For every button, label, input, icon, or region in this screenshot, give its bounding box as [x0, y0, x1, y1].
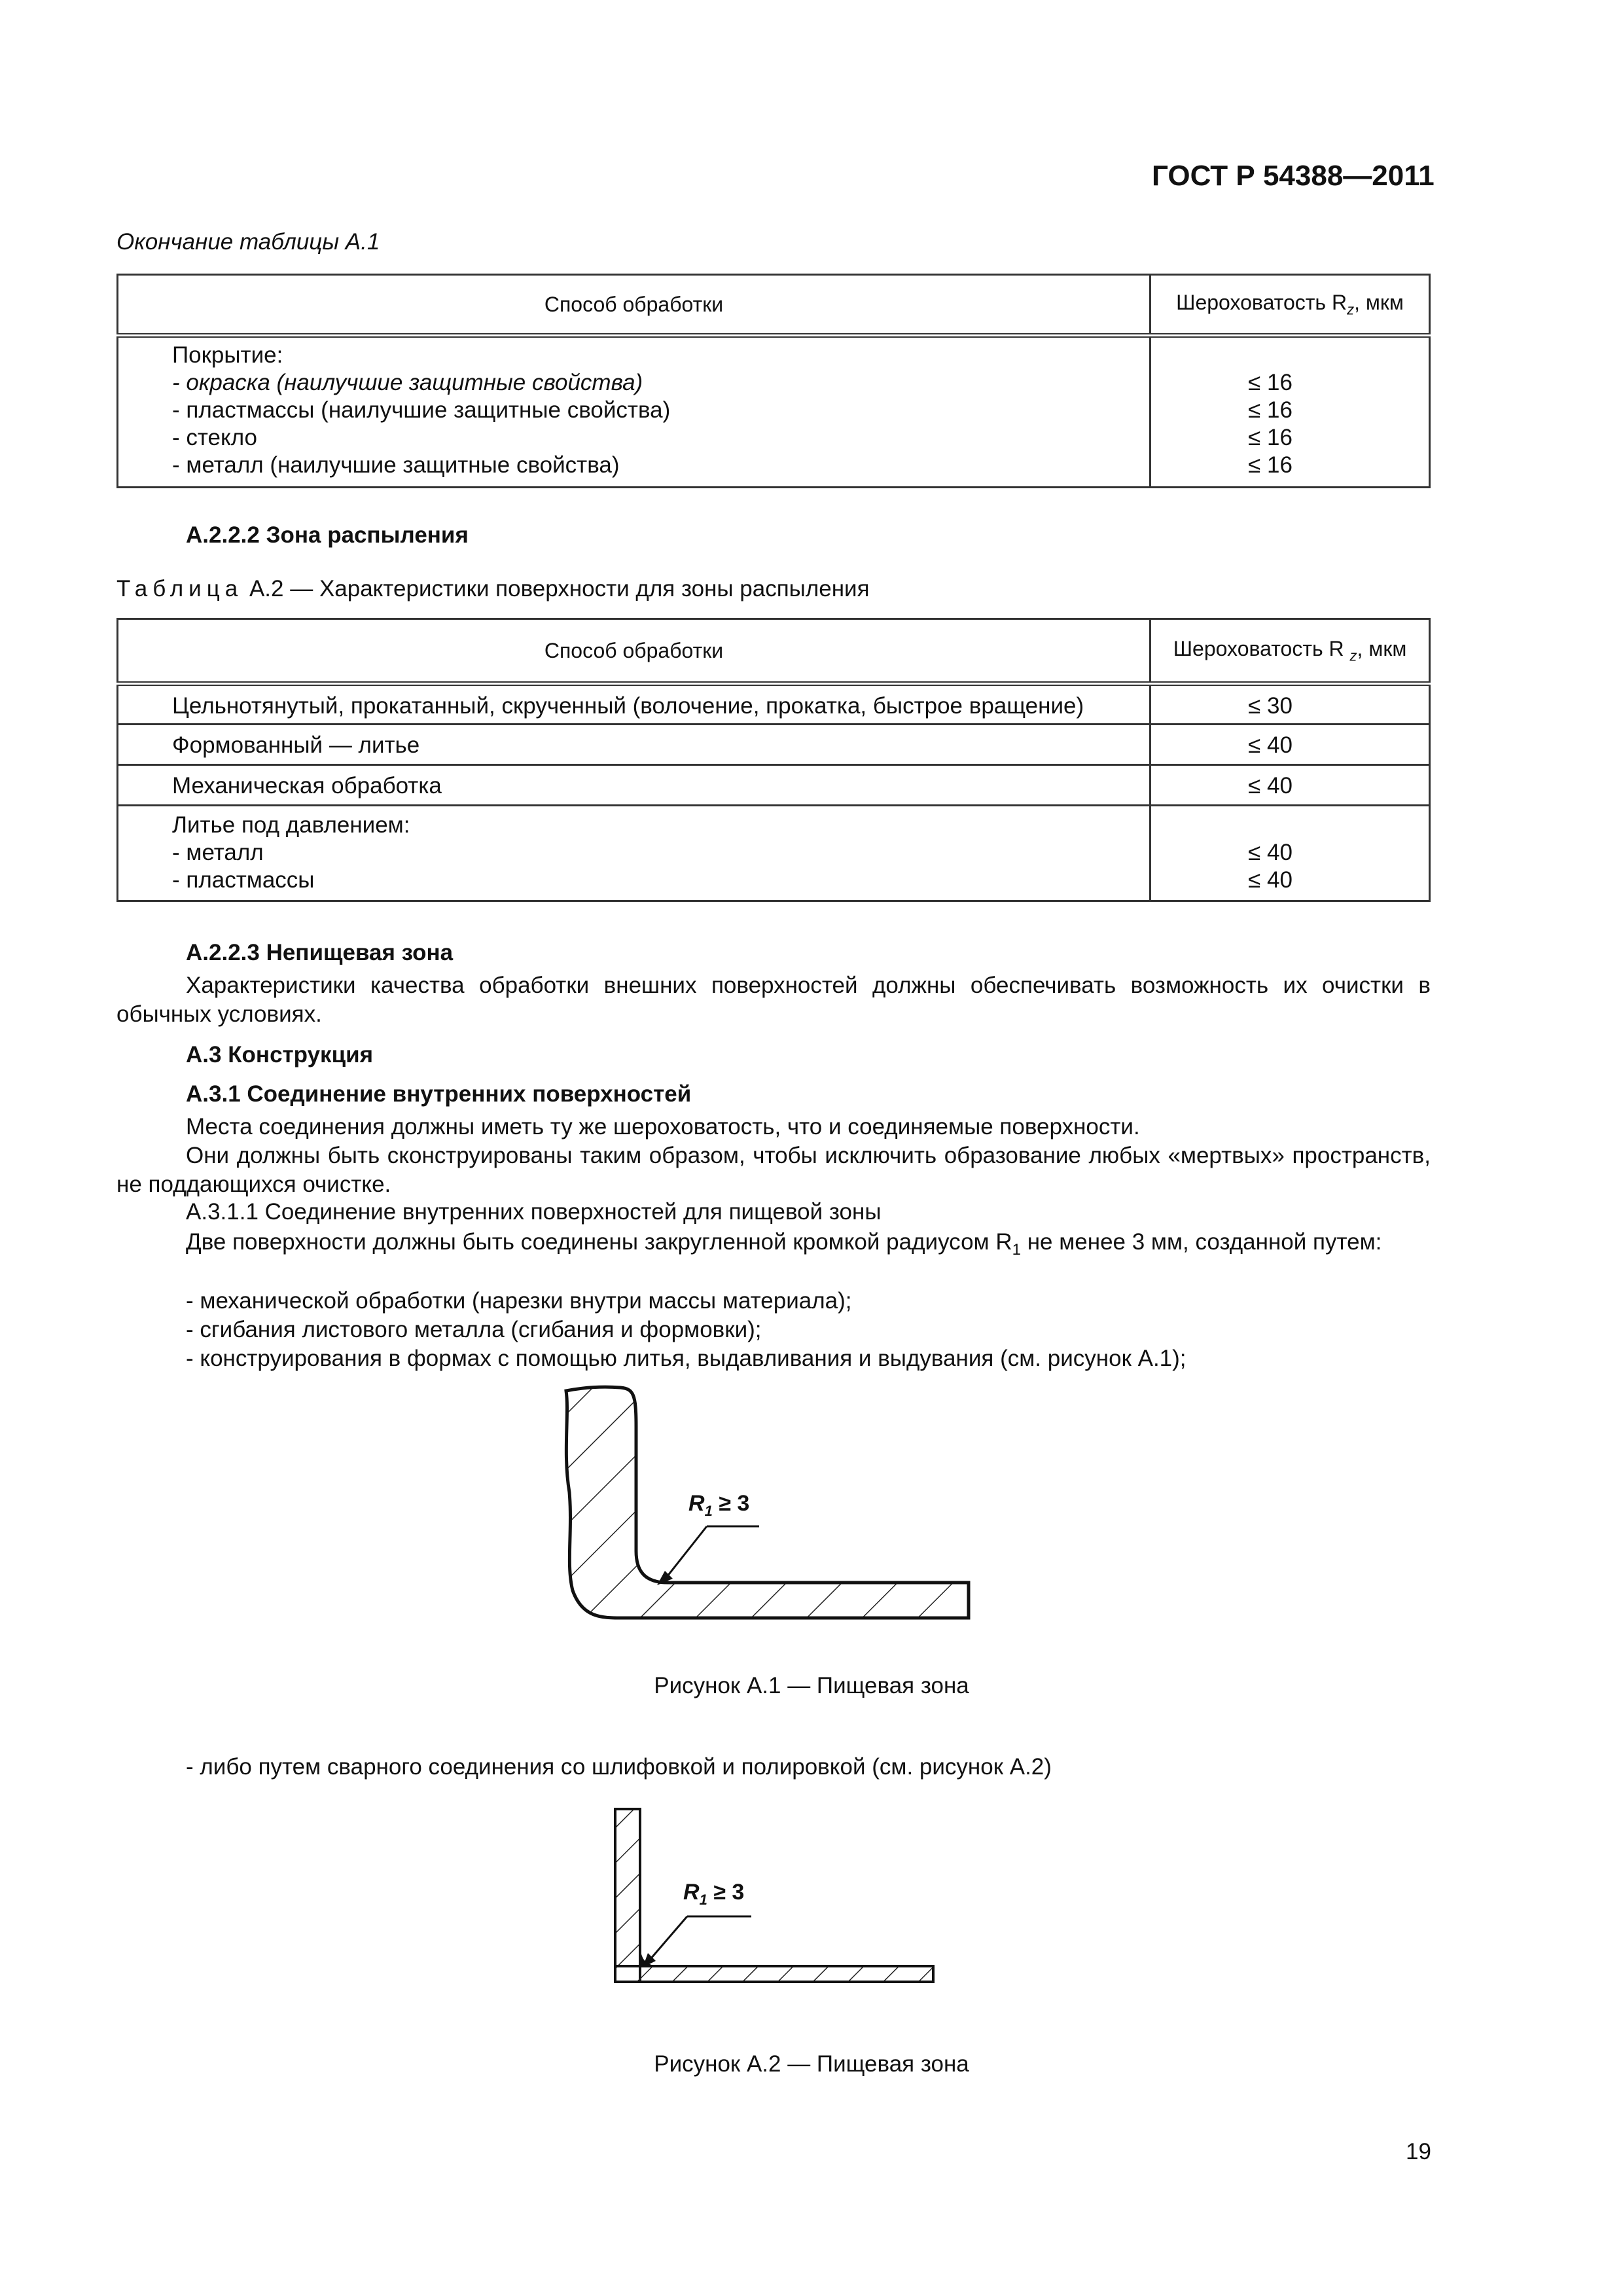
table2-line: Литье под давлением:: [172, 812, 410, 838]
table2-row-method: Механическая обработка: [118, 765, 1150, 806]
table1-methods-cell: [118, 336, 1150, 488]
table2-line: - металл: [172, 840, 264, 865]
table1-value: ≤ 16: [1248, 397, 1293, 423]
figure-a2-label: $R_1 \ge 3$: [683, 1880, 745, 1908]
table2-header-method: Способ обработки: [118, 619, 1150, 684]
table1-line: - стекло: [172, 425, 257, 450]
figure-a2-drawing: [609, 1799, 936, 1995]
section-a31-p2: Они должны быть сконструированы таким образом, чтобы исключить образование любых «мертвых» пространств, не поддающихся очистке.: [116, 1143, 1431, 1197]
table2-row-method: [118, 806, 1150, 901]
section-a222-title: А.2.2.2 Зона распыления: [186, 522, 469, 548]
table2-line: - пластмассы: [172, 867, 315, 893]
list-item: - механической обработки (нарезки внутри массы материала);: [186, 1288, 852, 1314]
weld-bullet: - либо путем сварного соединения со шлифовкой и полировкой (см. рисунок А.2): [186, 1754, 1052, 1780]
table2-header-roughness: Шероховатость R $_z$, мкм: [1150, 619, 1430, 684]
table2-row-value: ≤ 40: [1150, 765, 1430, 806]
table-continuation-label: Окончание таблицы А.1: [116, 229, 380, 255]
table1-line: Покрытие:: [172, 342, 283, 368]
table2-value: ≤ 40: [1248, 840, 1293, 865]
section-a31-title: А.3.1 Соединение внутренних поверхностей: [186, 1081, 692, 1107]
figure-a1-drawing: [550, 1374, 1008, 1636]
section-a223-title: А.2.2.3 Непищевая зона: [186, 940, 454, 965]
table1-value: ≤ 16: [1248, 370, 1293, 395]
document-number: ГОСТ Р 54388—2011: [1152, 160, 1435, 192]
section-a31-p1: Места соединения должны иметь ту же шероховатость, что и соединяемые поверхности.: [186, 1114, 1140, 1139]
page-number: 19: [1406, 2139, 1431, 2164]
figure-a2-caption: Рисунок А.2 — Пищевая зона: [654, 2051, 969, 2077]
table2-row-value: ≤ 40: [1150, 725, 1430, 765]
table2-caption: Таблица А.2 — Характеристики поверхности для зоны распыления: [116, 576, 870, 601]
section-a311-title: А.3.1.1 Соединение внутренних поверхностей для пищевой зоны: [186, 1199, 882, 1225]
table1-value: ≤ 16: [1248, 425, 1293, 450]
list-item: - конструирования в формах с помощью литья, выдавливания и выдувания (см. рисунок А.1);: [186, 1346, 1186, 1371]
table2-row-method: Цельнотянутый, прокатанный, скрученный (волочение, прокатка, быстрое вращение): [118, 684, 1150, 725]
section-a311-bullets: [186, 1287, 1186, 1373]
section-a311-intro: Две поверхности должны быть соединены закругленной кромкой радиусом $R_1$ не менее 3 мм, созданной путем:: [186, 1229, 1382, 1259]
figure-a1-caption: Рисунок А.1 — Пищевая зона: [654, 1673, 969, 1698]
table1-line: - пластмассы (наилучшие защитные свойства): [172, 397, 671, 423]
figure-a1-label: $R_1 \ge 3$: [688, 1491, 750, 1519]
table-a2: [116, 618, 1431, 902]
table1-value: ≤ 16: [1248, 452, 1293, 478]
section-a3-title: А.3 Конструкция: [186, 1042, 374, 1067]
table2-row-method: Формованный — литье: [118, 725, 1150, 765]
table2-row-value: ≤ 30: [1150, 684, 1430, 725]
table1-line: - металл (наилучшие защитные свойства): [172, 452, 620, 478]
list-item: - сгибания листового металла (сгибания и формовки);: [186, 1317, 762, 1342]
table1-header-method: Способ обработки: [118, 275, 1150, 336]
table-a1-end: [116, 274, 1431, 488]
section-a223-text: Характеристики качества обработки внешних поверхностей должны обеспечивать возможность их очистки в обычных условиях.: [116, 973, 1431, 1027]
table2-value: ≤ 40: [1248, 867, 1293, 893]
table2-row-value: [1150, 806, 1430, 901]
table1-header-roughness: Шероховатость $R_z$, мкм: [1150, 275, 1430, 336]
table1-line: - окраска (наилучшие защитные свойства): [172, 370, 643, 395]
table1-values-cell: [1150, 336, 1430, 488]
